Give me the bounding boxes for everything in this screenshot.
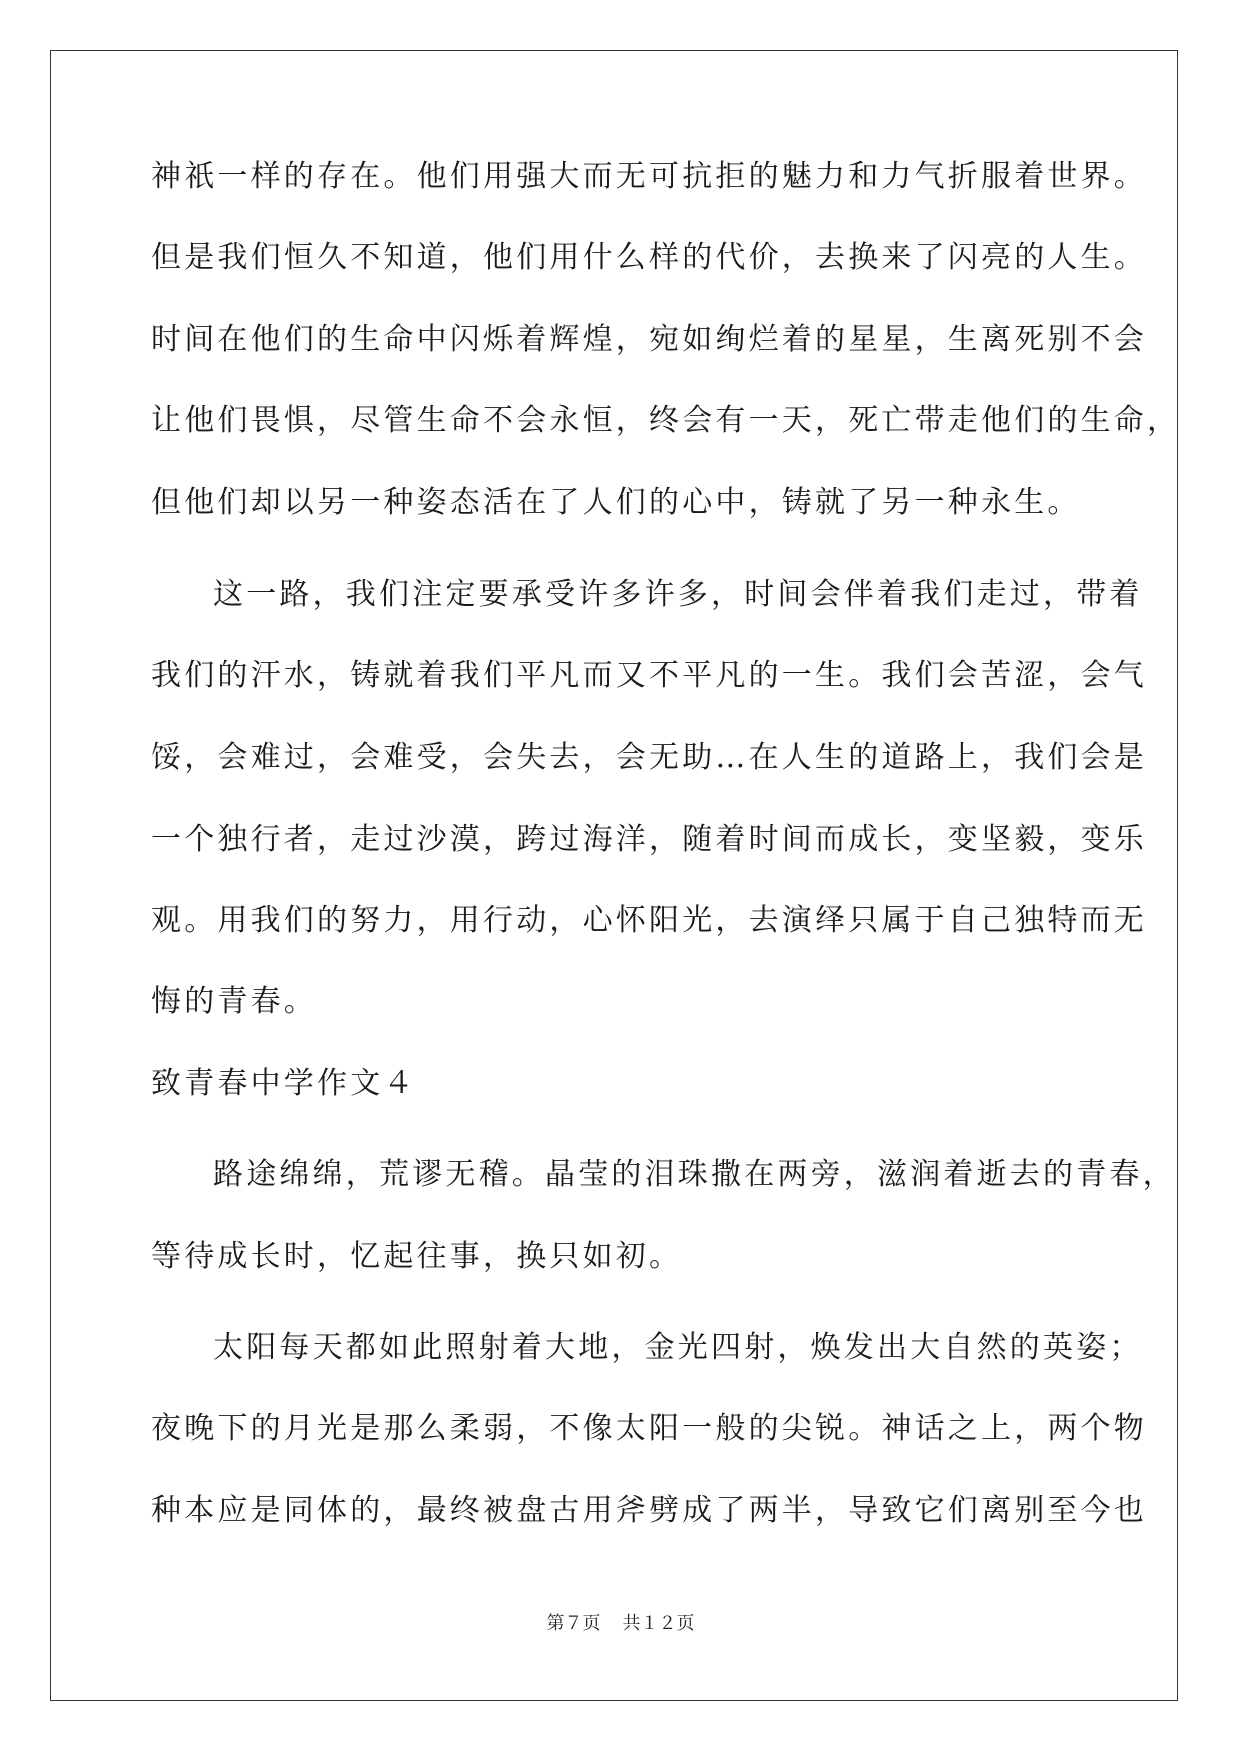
text-line: 夜晚下的月光是那么柔弱，不像太阳一般的尖锐。神话之上，两个物 [151, 1411, 1147, 1446]
page-number: 第７页 [546, 1613, 601, 1634]
text-line: 神祇一样的存在。他们用强大而无可抗拒的魅力和力气折服着世界。 [151, 159, 1147, 194]
text-line: 观。用我们的努力，用行动，心怀阳光，去演绎只属于自己独特而无 [151, 903, 1147, 938]
text-line: 但是我们恒久不知道，他们用什么样的代价，去换来了闪亮的人生。 [151, 240, 1147, 275]
text-line: 这一路，我们注定要承受许多许多，时间会伴着我们走过，带着 [213, 577, 1143, 612]
text-line: 太阳每天都如此照射着大地，金光四射，焕发出大自然的英姿； [213, 1330, 1143, 1365]
page-footer [0, 1612, 1241, 1636]
text-line: 馁，会难过，会难受，会失去，会无助…在人生的道路上，我们会是 [151, 740, 1147, 775]
text-line: 悔的青春。 [151, 984, 317, 1019]
text-line: 让他们畏惧，尽管生命不会永恒，终会有一天，死亡带走他们的生命， [151, 403, 1181, 438]
page-border [50, 50, 1181, 1701]
text-line: 我们的汗水，铸就着我们平凡而又不平凡的一生。我们会苦涩，会气 [151, 658, 1147, 693]
text-line: 时间在他们的生命中闪烁着辉煌，宛如绚烂着的星星，生离死别不会 [151, 322, 1147, 357]
text-line: 但他们却以另一种姿态活在了人们的心中，铸就了另一种永生。 [151, 485, 1081, 520]
text-line: 等待成长时，忆起往事，换只如初。 [151, 1239, 683, 1274]
page-total: 共１２页 [622, 1613, 695, 1634]
text-line: 一个独行者，走过沙漠，跨过海洋，随着时间而成长，变坚毅，变乐 [151, 822, 1147, 857]
text-line: 路途绵绵，荒谬无稽。晶莹的泪珠撒在两旁，滋润着逝去的青春， [213, 1157, 1176, 1192]
section-heading: 致青春中学作文４ [151, 1066, 417, 1101]
text-line: 种本应是同体的，最终被盘古用斧劈成了两半，导致它们离别至今也 [151, 1493, 1147, 1528]
